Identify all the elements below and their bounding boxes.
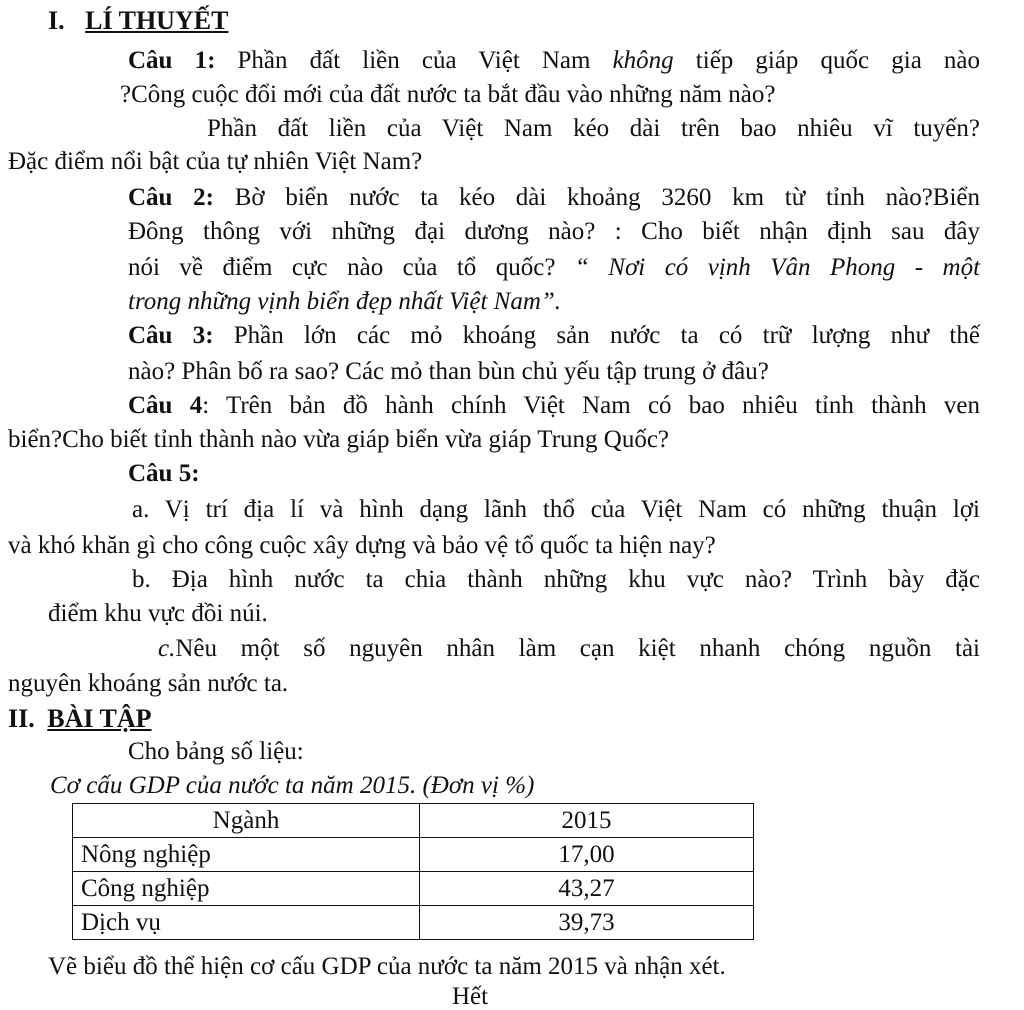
q2-line-1 [128,181,980,215]
q1-line-3 [207,112,980,146]
table-caption: Cơ cấu GDP của nước ta năm 2015. (Đơn vị %) [50,772,535,799]
q5-label-line [128,457,200,491]
q2-quote-end: trong những vịnh biển đẹp nhất Việt Nam”. [128,288,562,315]
table-row [73,872,754,906]
q2-label: Câu 2: [128,184,215,211]
table-cell-value: 43,27 [420,872,754,906]
q5-b-line-1 [132,563,980,597]
q1-text-a: Phần đất liền của Việt Nam [237,47,591,74]
section-2-number: II. [8,704,35,733]
q4-label: Câu 4 [128,392,203,419]
q1-text-b: tiếp giáp quốc gia nào [695,47,980,74]
table-header-year: 2015 [420,804,754,838]
table-cell-value: 17,00 [420,838,754,872]
q2-quote-start: “ Nơi có vịnh Vân Phong - một [574,254,981,281]
q2-line-3 [128,251,980,285]
q5-b-line-2: điểm khu vực đồi núi. [48,600,268,627]
q3-line-2: nào? Phân bố ra sao? Các mỏ than bùn chủ yếu tập trung ở đâu? [128,358,769,385]
table-header-sector: Ngành [73,804,420,838]
table-cell-value: 39,73 [420,906,754,940]
table-cell-sector: Dịch vụ [73,906,420,940]
q3-label: Câu 3: [128,322,214,349]
section-2-heading [8,702,152,736]
section-2-title: BÀI TẬP [47,704,152,733]
q1-line-2: ?Công cuộc đổi mới của đất nước ta bắt đầu vào những năm nào? [120,81,776,108]
q5-label: Câu 5: [128,460,200,487]
exercise-task: Vẽ biểu đồ thể hiện cơ cấu GDP của nước ta năm 2015 và nhận xét. [48,953,726,980]
table-cell-sector: Nông nghiệp [73,838,420,872]
gdp-table-wrap [72,803,754,940]
q4-line-2: biển?Cho biết tỉnh thành nào vừa giáp biển vừa giáp Trung Quốc? [8,426,670,453]
table-row [73,838,754,872]
cut-off-footer-text: Hết [452,983,489,1010]
table-row [73,906,754,940]
q5-c-line-1 [158,632,980,666]
q1-emphasis: không [612,47,674,74]
q2-line-1-text: Bờ biển nước ta kéo dài khoảng 3260 km từ tỉnh nào?Biển [234,184,981,211]
q3-line-1 [128,319,980,353]
section-1-number: I. [48,6,65,35]
q2-line-3-text: nói về điểm cực nào của tổ quốc? [128,254,556,281]
table-intro: Cho bảng số liệu: [128,738,304,765]
q2-line-2-text: Đông thông với những đại dương nào? : Cho biết nhận định sau đây [128,218,980,245]
q5-a-line-2: và khó khăn gì cho công cuộc xây dựng và bảo vệ tổ quốc ta hiện nay? [8,532,716,559]
q3-line-1-text: Phần lớn các mỏ khoáng sản nước ta có trữ lượng như thế [233,322,980,349]
q5-c-prefix: c. [158,635,176,662]
q4-line-1 [128,389,980,423]
q5-a-line-1-text: a. Vị trí địa lí và hình dạng lãnh thổ của Việt Nam có những thuận lợi [132,496,980,523]
q1-line-1 [128,44,980,78]
q5-c-line-2: nguyên khoáng sản nước ta. [8,670,289,697]
q4-line-1-text: : Trên bản đồ hành chính Việt Nam có bao nhiêu tỉnh thành ven [202,392,980,419]
q1-line-3-text: Phần đất liền của Việt Nam kéo dài trên bao nhiêu vĩ tuyến? [207,115,980,142]
q1-line-4: Đặc điểm nổi bật của tự nhiên Việt Nam? [8,148,423,175]
table-cell-sector: Công nghiệp [73,872,420,906]
q5-c-line-1-text: Nêu một số nguyên nhân làm cạn kiệt nhanh chóng nguồn tài [175,635,980,662]
section-1-heading [48,4,228,38]
q5-a-line-1 [132,493,980,527]
section-1-title: LÍ THUYẾT [85,6,229,35]
gdp-table [72,803,754,940]
q5-b-line-1-text: b. Địa hình nước ta chia thành những khu vực nào? Trình bày đặc [132,566,980,593]
q2-line-2 [128,215,980,249]
q1-label: Câu 1: [128,47,216,74]
table-header-row [73,804,754,838]
